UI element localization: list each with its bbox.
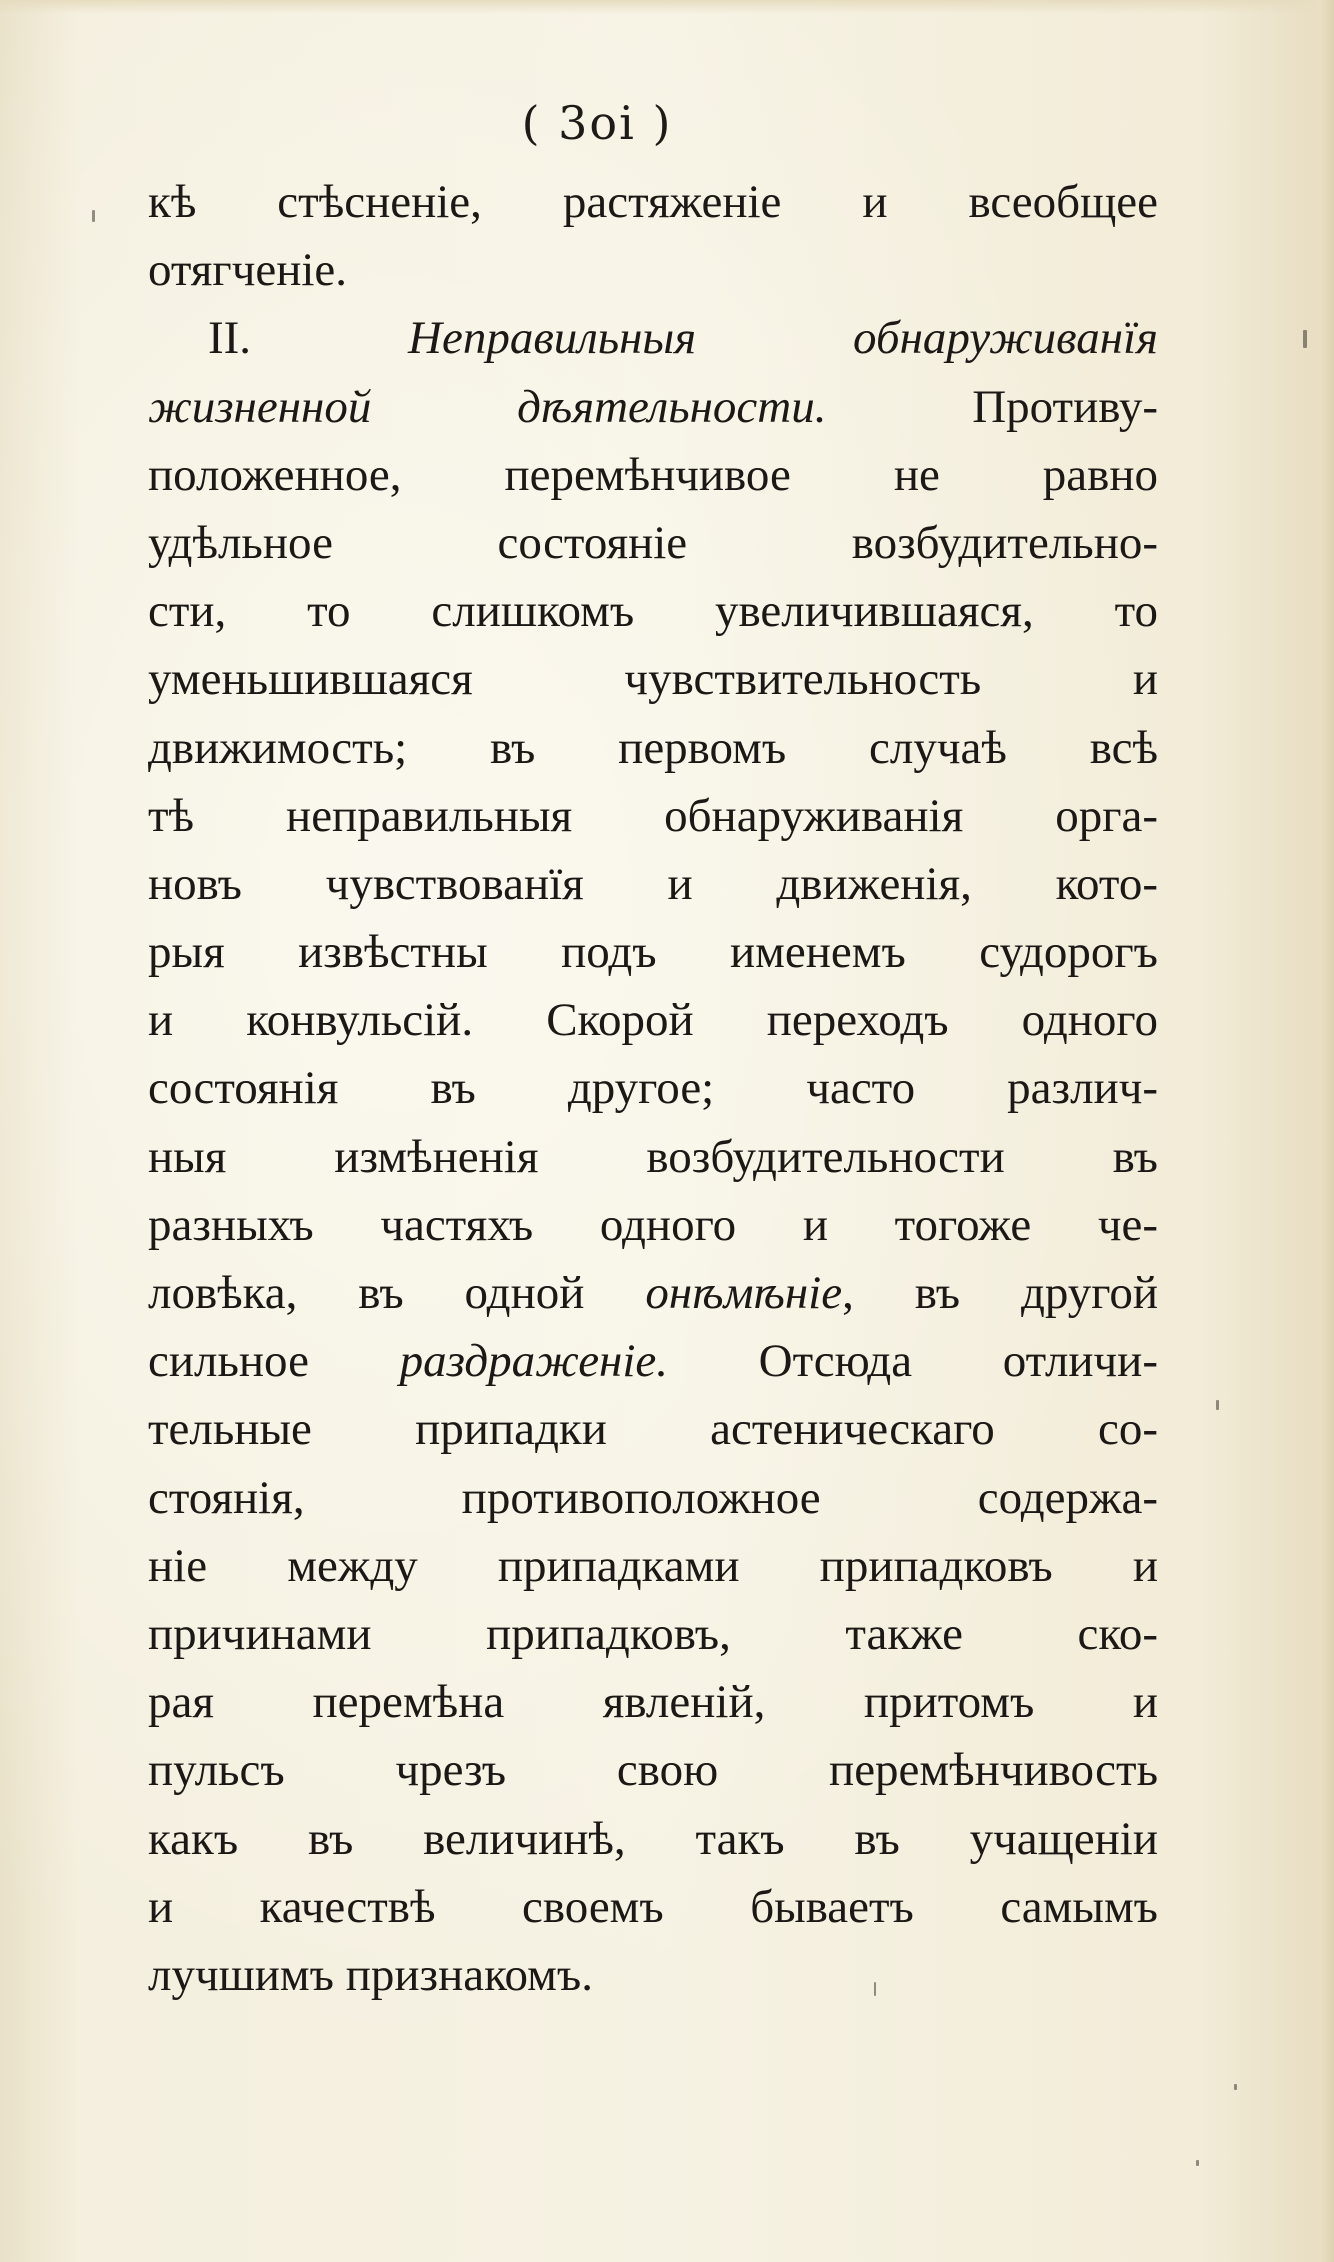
- text-line: [148, 1191, 1158, 1259]
- text-segment: ніе между припадками припадковъ и: [148, 1539, 1158, 1592]
- text-line: [148, 1736, 1158, 1804]
- text-segment: разныхъ частяхъ одного и тогоже че-: [148, 1198, 1158, 1251]
- text-segment: сти, то слишкомъ увеличившаяся, то: [148, 585, 1158, 638]
- text-line: [148, 1600, 1158, 1668]
- text-line: [148, 1464, 1158, 1532]
- text-segment: ловѣка, въ одной: [148, 1267, 646, 1319]
- text-segment: положенное, перемѣнчивое не равно: [148, 448, 1158, 501]
- text-line: [148, 441, 1158, 509]
- text-segment: какъ въ величинѣ, такъ въ учащеніи: [148, 1812, 1158, 1865]
- text-segment: и качествѣ своемъ бываетъ самымъ: [148, 1880, 1158, 1933]
- text-segment: рыя извѣстны подъ именемъ судорогъ: [148, 926, 1158, 979]
- paper-speck: [874, 1982, 876, 1996]
- text-line: [148, 1123, 1158, 1191]
- text-segment: отягченіе.: [148, 244, 348, 297]
- paper-speck: [1196, 2160, 1199, 2166]
- text-line: [148, 1873, 1158, 1941]
- text-segment: состоянія въ другое; часто различ-: [148, 1062, 1158, 1115]
- text-segment: сильное: [148, 1335, 400, 1388]
- text-segment: удѣльное состояніе возбудительно-: [148, 516, 1158, 569]
- text-segment: стоянія, противоположное содержа-: [148, 1471, 1158, 1524]
- italic-text-segment: раздраженіе.: [399, 1335, 669, 1388]
- text-line: [148, 236, 1158, 304]
- text-line: [148, 373, 1158, 441]
- italic-text-segment: жизненной дѣятельности.: [148, 380, 827, 433]
- text-line: [148, 645, 1158, 713]
- text-line: [148, 1805, 1158, 1873]
- text-line: [148, 714, 1158, 782]
- text-segment: Противу-: [826, 380, 1158, 433]
- text-line: [148, 1054, 1158, 1122]
- italic-text-segment: Неправильныя обнаруживанїя: [408, 312, 1158, 365]
- text-line: [148, 782, 1158, 850]
- text-line: [148, 1532, 1158, 1600]
- text-line: [148, 850, 1158, 918]
- paper-speck: [1216, 1400, 1219, 1410]
- body-text: [148, 168, 1158, 2009]
- text-segment: Отсюда отличи-: [668, 1335, 1158, 1388]
- text-segment: движимость; въ первомъ случаѣ всѣ: [148, 721, 1158, 774]
- text-segment: причинами припадковъ, также ско-: [148, 1607, 1158, 1660]
- text-line: [148, 509, 1158, 577]
- text-line: [148, 1668, 1158, 1736]
- text-segment: уменьшившаяся чувствительность и: [148, 653, 1158, 706]
- italic-text-segment: онѣмѣніе: [645, 1267, 843, 1319]
- page-top-edge: [0, 0, 1334, 14]
- paper-speck: [92, 210, 95, 222]
- text-segment: кѣ стѣсненіе, растяженіе и всеобщее: [148, 176, 1158, 228]
- paper-speck: [1303, 330, 1307, 348]
- text-line: [148, 986, 1158, 1054]
- text-segment: новъ чувствованїя и движенія, кото-: [148, 857, 1158, 910]
- text-segment: рая перемѣна явленій, притомъ и: [148, 1676, 1158, 1729]
- text-segment: II.: [208, 312, 409, 365]
- text-line: [148, 1327, 1158, 1395]
- text-line: [148, 304, 1158, 372]
- text-segment: и конвульсій. Скорой переходъ одного: [148, 994, 1158, 1047]
- text-line: [148, 1395, 1158, 1463]
- text-line: [148, 577, 1158, 645]
- paper-speck: [1234, 2084, 1237, 2090]
- text-line: [148, 1259, 1158, 1327]
- text-line: [148, 168, 1158, 236]
- text-line: [148, 918, 1158, 986]
- text-segment: , въ другой: [842, 1267, 1158, 1319]
- text-segment: ныя измѣненія возбудительности въ: [148, 1130, 1158, 1183]
- page-number: ( 3oi ): [521, 96, 673, 150]
- text-segment: лучшимъ признакомъ.: [148, 1948, 593, 2001]
- text-segment: тѣ неправильныя обнаруживанія орга-: [148, 789, 1158, 842]
- text-segment: тельные припадки астеническаго со-: [148, 1403, 1158, 1456]
- text-segment: пульсъ чрезъ свою перемѣнчивость: [148, 1744, 1158, 1797]
- text-line: [148, 1941, 1158, 2009]
